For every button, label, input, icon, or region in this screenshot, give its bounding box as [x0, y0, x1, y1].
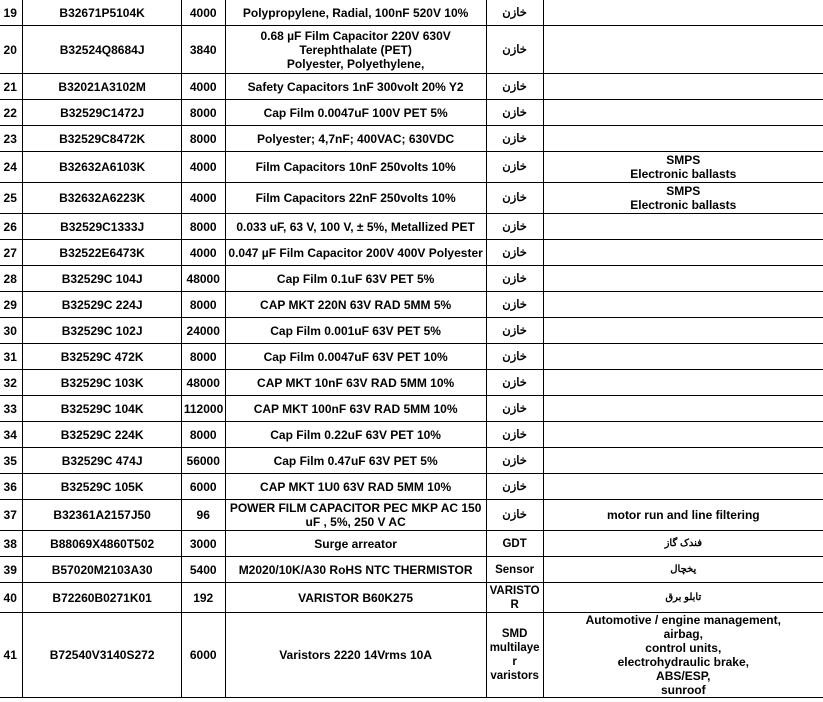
row-number-cell: 37	[0, 500, 23, 531]
quantity-cell: 3840	[181, 26, 225, 74]
table-row	[0, 100, 823, 126]
description-cell: Cap Film 0.001uF 63V PET 5%	[225, 318, 486, 344]
type-cell: خازن	[486, 292, 543, 318]
description-cell: M2020/10K/A30 RoHS NTC THERMISTOR	[225, 557, 486, 583]
table-row	[0, 126, 823, 152]
quantity-cell: 8000	[181, 422, 225, 448]
application-cell	[543, 474, 823, 500]
part-number-cell: B32632A6223K	[23, 183, 181, 214]
application-cell	[543, 240, 823, 266]
quantity-cell: 24000	[181, 318, 225, 344]
part-number-cell: B57020M2103A30	[23, 557, 181, 583]
table-row	[0, 240, 823, 266]
application-cell	[543, 100, 823, 126]
application-cell	[543, 370, 823, 396]
application-cell	[543, 266, 823, 292]
table-row	[0, 292, 823, 318]
part-number-cell: B32529C 103K	[23, 370, 181, 396]
row-number-cell: 19	[0, 0, 23, 26]
table-row	[0, 152, 823, 183]
type-cell: خازن	[486, 396, 543, 422]
application-cell	[543, 422, 823, 448]
table-row	[0, 557, 823, 583]
quantity-cell: 48000	[181, 266, 225, 292]
table-row	[0, 370, 823, 396]
application-cell: فندک گاز	[543, 531, 823, 557]
part-number-cell: B32529C 104J	[23, 266, 181, 292]
application-cell	[543, 318, 823, 344]
application-cell	[543, 126, 823, 152]
description-cell: VARISTOR B60K275	[225, 583, 486, 613]
type-cell: خازن	[486, 214, 543, 240]
type-cell: GDT	[486, 531, 543, 557]
quantity-cell: 56000	[181, 448, 225, 474]
type-cell: خازن	[486, 370, 543, 396]
row-number-cell: 34	[0, 422, 23, 448]
quantity-cell: 3000	[181, 531, 225, 557]
type-cell: خازن	[486, 344, 543, 370]
row-number-cell: 20	[0, 26, 23, 74]
type-cell: خازن	[486, 474, 543, 500]
part-number-cell: B88069X4860T502	[23, 531, 181, 557]
part-number-cell: B72260B0271K01	[23, 583, 181, 613]
part-number-cell: B32529C 105K	[23, 474, 181, 500]
row-number-cell: 26	[0, 214, 23, 240]
table-row	[0, 26, 823, 74]
application-cell	[543, 448, 823, 474]
quantity-cell: 4000	[181, 183, 225, 214]
part-number-cell: B32529C 104K	[23, 396, 181, 422]
part-number-cell: B32529C 472K	[23, 344, 181, 370]
type-cell: خازن	[486, 422, 543, 448]
quantity-cell: 5400	[181, 557, 225, 583]
application-cell	[543, 396, 823, 422]
description-cell: CAP MKT 10nF 63V RAD 5MM 10%	[225, 370, 486, 396]
description-cell: Cap Film 0.0047uF 100V PET 5%	[225, 100, 486, 126]
application-cell: SMPS Electronic ballasts	[543, 152, 823, 183]
application-cell: تابلو برق	[543, 583, 823, 613]
table-row	[0, 422, 823, 448]
row-number-cell: 35	[0, 448, 23, 474]
description-cell: Cap Film 0.0047uF 63V PET 10%	[225, 344, 486, 370]
description-cell: Film Capacitors 10nF 250volts 10%	[225, 152, 486, 183]
quantity-cell: 8000	[181, 344, 225, 370]
type-cell: SMD multilaye r varistors	[486, 613, 543, 698]
part-number-cell: B32529C 102J	[23, 318, 181, 344]
table-row	[0, 318, 823, 344]
description-cell: Cap Film 0.47uF 63V PET 5%	[225, 448, 486, 474]
row-number-cell: 40	[0, 583, 23, 613]
description-cell: CAP MKT 1U0 63V RAD 5MM 10%	[225, 474, 486, 500]
part-number-cell: B32021A3102M	[23, 74, 181, 100]
application-cell: یخچال	[543, 557, 823, 583]
application-cell	[543, 0, 823, 26]
table-row	[0, 266, 823, 292]
description-cell: CAP MKT 100nF 63V RAD 5MM 10%	[225, 396, 486, 422]
row-number-cell: 33	[0, 396, 23, 422]
description-cell: Cap Film 0.22uF 63V PET 10%	[225, 422, 486, 448]
quantity-cell: 192	[181, 583, 225, 613]
part-number-cell: B32671P5104K	[23, 0, 181, 26]
table-row	[0, 474, 823, 500]
row-number-cell: 30	[0, 318, 23, 344]
row-number-cell: 36	[0, 474, 23, 500]
application-cell: motor run and line filtering	[543, 500, 823, 531]
row-number-cell: 31	[0, 344, 23, 370]
table-row	[0, 0, 823, 26]
type-cell: خازن	[486, 240, 543, 266]
type-cell: خازن	[486, 126, 543, 152]
part-number-cell: B32522E6473K	[23, 240, 181, 266]
application-cell	[543, 214, 823, 240]
part-number-cell: B32529C 224K	[23, 422, 181, 448]
row-number-cell: 24	[0, 152, 23, 183]
type-cell: خازن	[486, 183, 543, 214]
application-cell	[543, 292, 823, 318]
type-cell: خازن	[486, 100, 543, 126]
application-cell	[543, 74, 823, 100]
table-row	[0, 344, 823, 370]
table-row	[0, 613, 823, 698]
description-cell: Safety Capacitors 1nF 300volt 20% Y2	[225, 74, 486, 100]
row-number-cell: 32	[0, 370, 23, 396]
row-number-cell: 28	[0, 266, 23, 292]
type-cell: Sensor	[486, 557, 543, 583]
table-row	[0, 183, 823, 214]
description-cell: 0.047 µF Film Capacitor 200V 400V Polyester	[225, 240, 486, 266]
quantity-cell: 4000	[181, 240, 225, 266]
application-cell	[543, 344, 823, 370]
description-cell: Varistors 2220 14Vrms 10A	[225, 613, 486, 698]
part-number-cell: B32632A6103K	[23, 152, 181, 183]
part-number-cell: B32529C8472K	[23, 126, 181, 152]
type-cell: خازن	[486, 0, 543, 26]
quantity-cell: 8000	[181, 100, 225, 126]
row-number-cell: 22	[0, 100, 23, 126]
quantity-cell: 4000	[181, 74, 225, 100]
type-cell: خازن	[486, 74, 543, 100]
row-number-cell: 41	[0, 613, 23, 698]
type-cell: VARISTO R	[486, 583, 543, 613]
table-row	[0, 531, 823, 557]
description-cell: Cap Film 0.1uF 63V PET 5%	[225, 266, 486, 292]
description-cell: POWER FILM CAPACITOR PEC MKP AC 150 uF , 5%, 250 V AC	[225, 500, 486, 531]
description-cell: Polypropylene, Radial, 100nF 520V 10%	[225, 0, 486, 26]
description-cell: Film Capacitors 22nF 250volts 10%	[225, 183, 486, 214]
table-row	[0, 448, 823, 474]
quantity-cell: 48000	[181, 370, 225, 396]
table-row	[0, 583, 823, 613]
table-row	[0, 500, 823, 531]
type-cell: خازن	[486, 500, 543, 531]
type-cell: خازن	[486, 318, 543, 344]
part-number-cell: B32529C1333J	[23, 214, 181, 240]
quantity-cell: 96	[181, 500, 225, 531]
description-cell: CAP MKT 220N 63V RAD 5MM 5%	[225, 292, 486, 318]
quantity-cell: 6000	[181, 613, 225, 698]
table-row	[0, 74, 823, 100]
row-number-cell: 21	[0, 74, 23, 100]
part-number-cell: B72540V3140S272	[23, 613, 181, 698]
quantity-cell: 4000	[181, 0, 225, 26]
row-number-cell: 23	[0, 126, 23, 152]
quantity-cell: 8000	[181, 292, 225, 318]
row-number-cell: 27	[0, 240, 23, 266]
description-cell: Polyester; 4,7nF; 400VAC; 630VDC	[225, 126, 486, 152]
type-cell: خازن	[486, 26, 543, 74]
quantity-cell: 8000	[181, 214, 225, 240]
table-row	[0, 396, 823, 422]
row-number-cell: 29	[0, 292, 23, 318]
quantity-cell: 8000	[181, 126, 225, 152]
application-cell: Automotive / engine management, airbag, control units, electrohydraulic brake, ABS/ESP, sunroof	[543, 613, 823, 698]
quantity-cell: 6000	[181, 474, 225, 500]
part-number-cell: B32529C1472J	[23, 100, 181, 126]
type-cell: خازن	[486, 266, 543, 292]
part-number-cell: B32524Q8684J	[23, 26, 181, 74]
table-row	[0, 214, 823, 240]
part-number-cell: B32529C 474J	[23, 448, 181, 474]
part-number-cell: B32361A2157J50	[23, 500, 181, 531]
description-cell: 0.68 µF Film Capacitor 220V 630V Terephthalate (PET) Polyester, Polyethylene,	[225, 26, 486, 74]
row-number-cell: 38	[0, 531, 23, 557]
row-number-cell: 39	[0, 557, 23, 583]
application-cell	[543, 26, 823, 74]
description-cell: Surge arreator	[225, 531, 486, 557]
row-number-cell: 25	[0, 183, 23, 214]
quantity-cell: 4000	[181, 152, 225, 183]
part-number-cell: B32529C 224J	[23, 292, 181, 318]
type-cell: خازن	[486, 152, 543, 183]
description-cell: 0.033 uF, 63 V, 100 V, ± 5%, Metallized PET	[225, 214, 486, 240]
application-cell: SMPS Electronic ballasts	[543, 183, 823, 214]
quantity-cell: 112000	[181, 396, 225, 422]
type-cell: خازن	[486, 448, 543, 474]
